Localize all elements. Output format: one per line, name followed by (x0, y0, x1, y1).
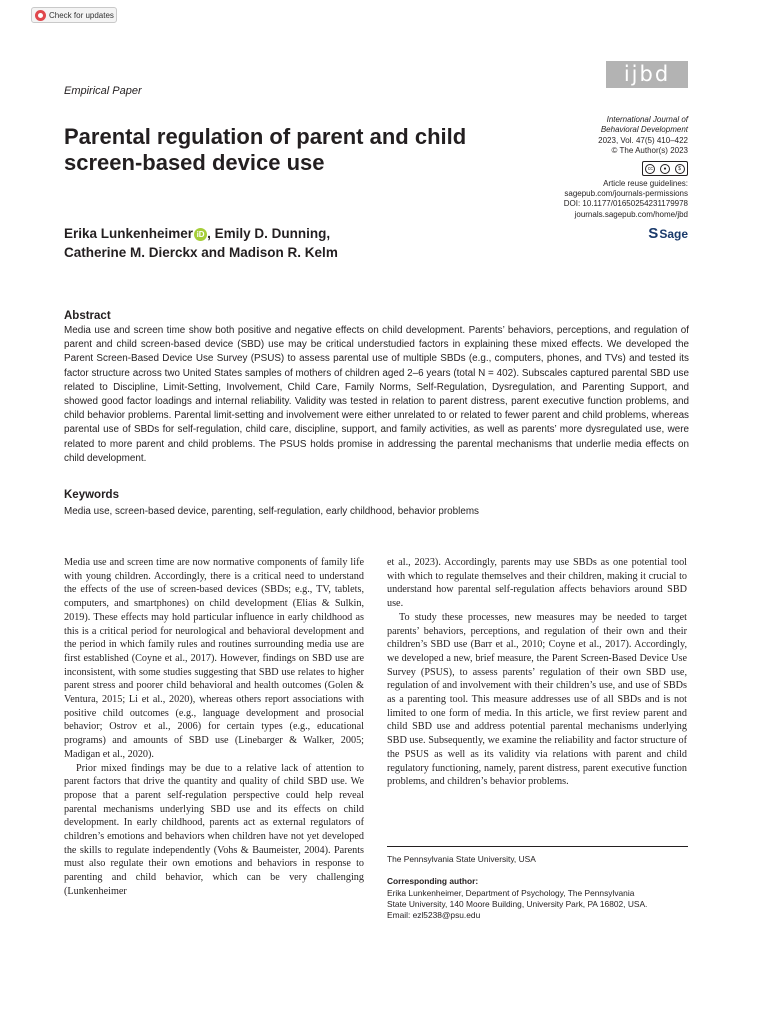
corresponding-author-details (387, 888, 688, 922)
author-rest-line1: , Emily D. Dunning, (207, 226, 331, 241)
journal-info (500, 115, 688, 156)
check-for-updates-button[interactable] (31, 7, 117, 23)
corr-line: Erika Lunkenheimer, Department of Psychology, The Pennsylvania (387, 888, 635, 898)
body-column-left (64, 556, 364, 899)
doi-link[interactable]: DOI: 10.1177/01650254231179978 (563, 199, 688, 209)
permissions-link[interactable]: sagepub.com/journals-permissions (564, 189, 688, 199)
paragraph: To study these processes, new measures may be needed to target parents’ behaviors, perceptions, and regulation of their own and their children’s SBD use (Barr et al., 2010; Coyne et al., 2017). Accordingly, we developed a new, brief measure, the Parent Screen-Based Device Use Survey (PSUS), to assess parents’ regulation of their own SBD use, regulation of and involvement with their children’s use, and use of SBDs as a parenting tool. This measure addresses use of all SBDs and is not limited to one form of media. In this article, we first review parent and child SBD use and address potential parental mechanisms underlying SBD use. Subsequently, we examine the reliability and factor structure of the PSUS as well as its validity via relations with parent and child regulatory functioning, namely, parent distress, parent executive function problems, and children’s behavior problems. (387, 611, 687, 788)
nc-icon: $ (675, 164, 685, 174)
sage-logo (638, 225, 688, 242)
abstract-text: Media use and screen time show both positive and negative effects on child development. Parents’ behaviors, perceptions, and regulation of parent and child screen-based device (SBD) use may be critical understudied factors in explaining these mixed effects. We developed the Parent Screen-Based Device Use Survey (PSUS) to assess parental use of multiple SBDs (e.g., computers, phones, and TVs) and tested its factor structure across two United States samples of mothers of children aged 2–6 years (total N = 402). Subscales captured parental SBD use related to Discipline, Limit-Setting, Involvement, Child Care, Family Norms, Self-Regulation, Dysregulation, and Parenting Support, and showed good factor loadings and internal reliability. Validity was tested in relation to parent distress, parent executive function problems, and child behavior problems. Parental limit-setting and involvement were either unrelated to or related to fewer parent and child problems, whereas parental use of SBDs for self-regulation, child care, discipline, support, and family activities, as well as parents’ more dysregulated use, were related to more parent and child problems. The PSUS holds promise in addressing the parental mechanisms that underlie media effects on child development. (64, 325, 689, 464)
corresponding-author-heading: Corresponding author: (387, 876, 479, 886)
paragraph: et al., 2023). Accordingly, parents may use SBDs as one potential tool with which to regulate themselves and their children, making it crucial to understand how parental self-regulation affects behaviors around SBD use. (387, 557, 687, 610)
sage-logo-text: Sage (659, 227, 688, 241)
journal-name-2: Behavioral Development (600, 125, 688, 135)
reuse-info (480, 179, 688, 220)
sage-s-icon: S (648, 225, 659, 242)
corr-line: State University, 140 Moore Building, University Park, PA 16802, USA. (387, 899, 648, 910)
check-updates-label: Check for updates (49, 11, 114, 20)
orcid-icon[interactable]: iD (194, 228, 207, 241)
journal-logo: ijbd (606, 61, 688, 88)
article-type: Empirical Paper (64, 85, 142, 97)
article-title: Parental regulation of parent and child screen-based device use (64, 124, 467, 175)
paragraph: Media use and screen time are now normative components of family life with young children. Accordingly, there is a critical need to understand the effects of the use of screen-based devices (SBDs; e.g., TV, tablets, computers, and smartphones) on child development (Elias & Sulkin, 2019). These effects may hold particular influence in early childhood as this is a critical period for neurological and behavioral development and the period in which family rules and routines surrounding media use are first established (Coyne et al., 2017). However, findings on SBD use are inconsistent, with some studies suggesting that SBD use relates to higher parent stress and poorer child behavioral and health outcomes (Golen & Ventura, 2015; Li et al., 2020), whereas others report associations with positive child outcomes (e.g., language development and prosocial behavior; Ostrov et al., 2006) for certain types (e.g., educational programs) and amounts of SBD use (Linebarger & Walker, 2005; Madigan et al., 2020). (64, 557, 364, 760)
author-line2: Catherine M. Dierckx and Madison R. Kelm (64, 245, 338, 260)
body-column-right (387, 556, 687, 789)
abstract-heading: Abstract (64, 310, 111, 322)
corr-email[interactable]: Email: ezl5238@psu.edu (387, 910, 481, 921)
reuse-label: Article reuse guidelines: (603, 179, 688, 188)
journal-volume: 2023, Vol. 47(5) 410–422 (598, 135, 688, 145)
by-icon: ● (660, 164, 670, 174)
check-updates-icon (35, 10, 46, 21)
affiliation: The Pennsylvania State University, USA (387, 854, 536, 864)
author-list (64, 224, 404, 262)
footnote-divider (387, 846, 688, 847)
author-first: Erika Lunkenheimer (64, 226, 194, 241)
journal-name: International Journal of (606, 115, 688, 124)
journal-homepage-link[interactable]: journals.sagepub.com/home/jbd (574, 209, 688, 219)
cc-icon: cc (645, 164, 655, 174)
keywords-text: Media use, screen-based device, parenting, self-regulation, early childhood, behavior problems (64, 506, 479, 517)
paragraph: Prior mixed findings may be due to a relative lack of attention to parent factors that drive the quantity and quality of child SBD use. We propose that a parent self-regulation perspective could help reveal parental mechanisms underlying SBD use and its effects on child development. In early childhood, parents act as external regulators of children’s emotions and behaviors when children have not yet developed the skills to regulate independently (Vohs & Baumeister, 2004). Parents must also regulate their own emotions and behaviors in response to parenting and child behavior, which can be very challenging (Lunkenheimer (64, 762, 364, 897)
copyright: © The Author(s) 2023 (611, 145, 688, 155)
cc-license-badge[interactable] (642, 161, 688, 176)
keywords-heading: Keywords (64, 489, 119, 501)
